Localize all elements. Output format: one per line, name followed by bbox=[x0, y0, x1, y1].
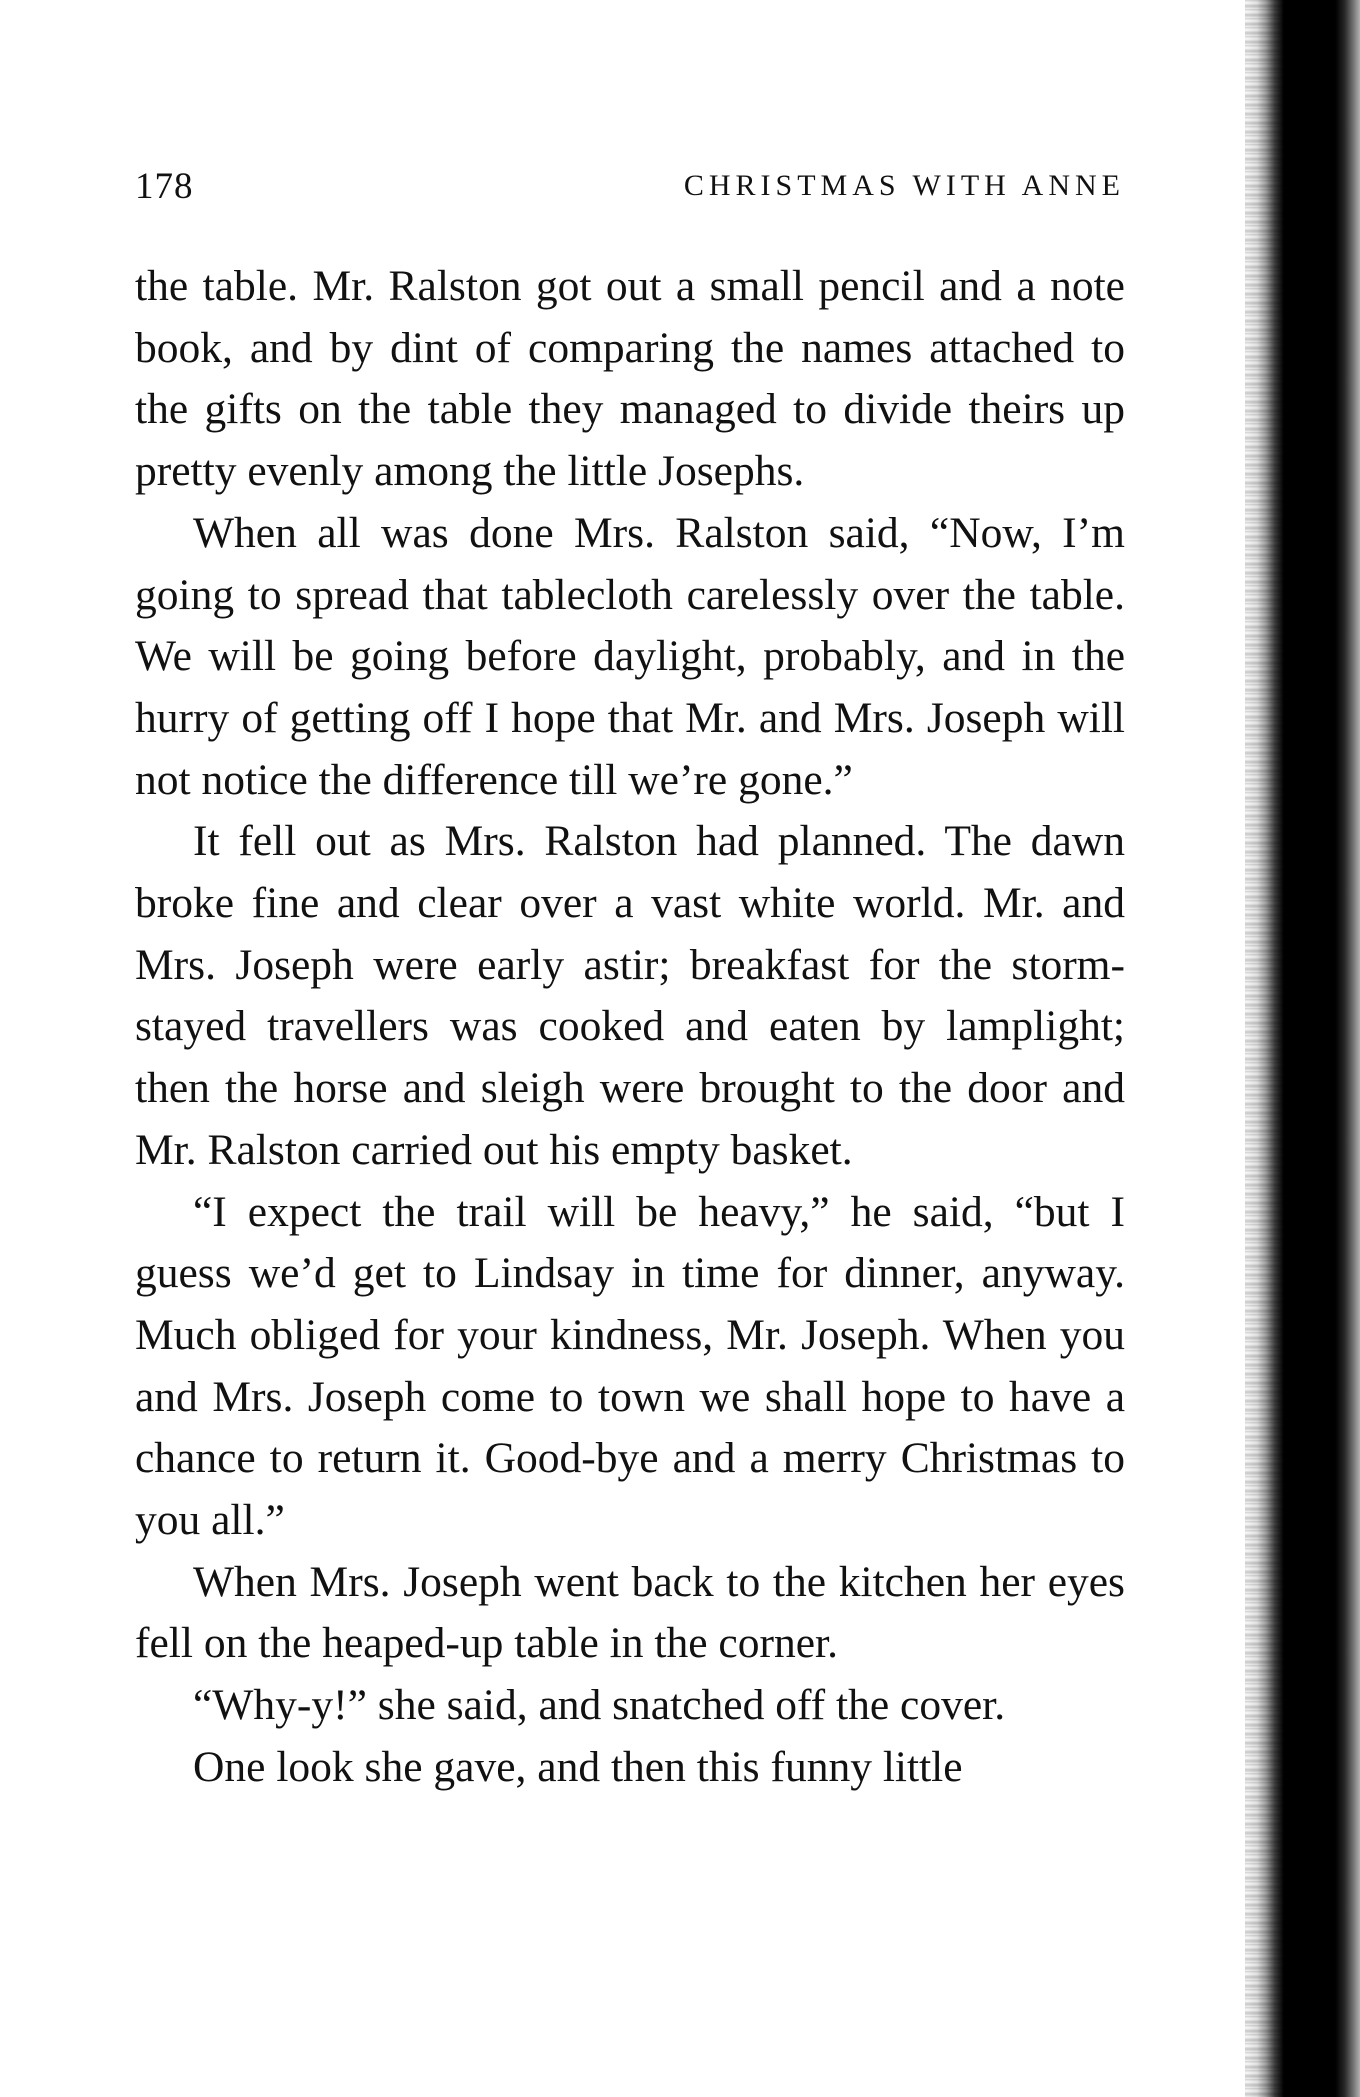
book-title: CHRISTMAS WITH ANNE bbox=[683, 169, 1125, 202]
body-text bbox=[135, 256, 1125, 1799]
paragraph: It fell out as Mrs. Ralston had planned. The dawn broke fine and clear over a vast white world. Mr. and Mrs. Joseph were early astir; breakfast for the storm-stayed travellers was cooked and eaten by lamplight; then the horse and sleigh were brought to the door and Mr. Ralston carried out his empty basket. bbox=[135, 817, 1125, 1174]
paragraph: the table. Mr. Ralston got out a small pencil and a note book, and by dint of comparing the names attached to the gifts on the table they managed to divide theirs up pretty evenly among the little Josephs. bbox=[135, 262, 1125, 496]
page-number: 178 bbox=[135, 166, 194, 207]
paragraph: When all was done Mrs. Ralston said, “Now, I’m going to spread that tablecloth carelessly over the table. We will be going before daylight, probably, and in the hurry of getting off I hope that Mr. and Mrs. Joseph will not notice the difference till we’re gone.” bbox=[135, 508, 1125, 804]
paragraph: “Why-y!” she said, and snatched off the cover. bbox=[193, 1681, 1006, 1730]
book-gutter-speckle bbox=[1245, 0, 1285, 2097]
paragraph: One look she gave, and then this funny little bbox=[193, 1742, 963, 1791]
running-head bbox=[135, 165, 1125, 225]
paragraph: When Mrs. Joseph went back to the kitchen her eyes fell on the heaped-up table in the corner. bbox=[135, 1557, 1125, 1668]
paragraph: “I expect the trail will be heavy,” he said, “but I guess we’d get to Lindsay in time for dinner, anyway. Much obliged for your kindness, Mr. Joseph. When you and Mrs. Joseph come to town we shall hope to have a chance to return it. Good-bye and a merry Christmas to you all.” bbox=[135, 1187, 1125, 1545]
